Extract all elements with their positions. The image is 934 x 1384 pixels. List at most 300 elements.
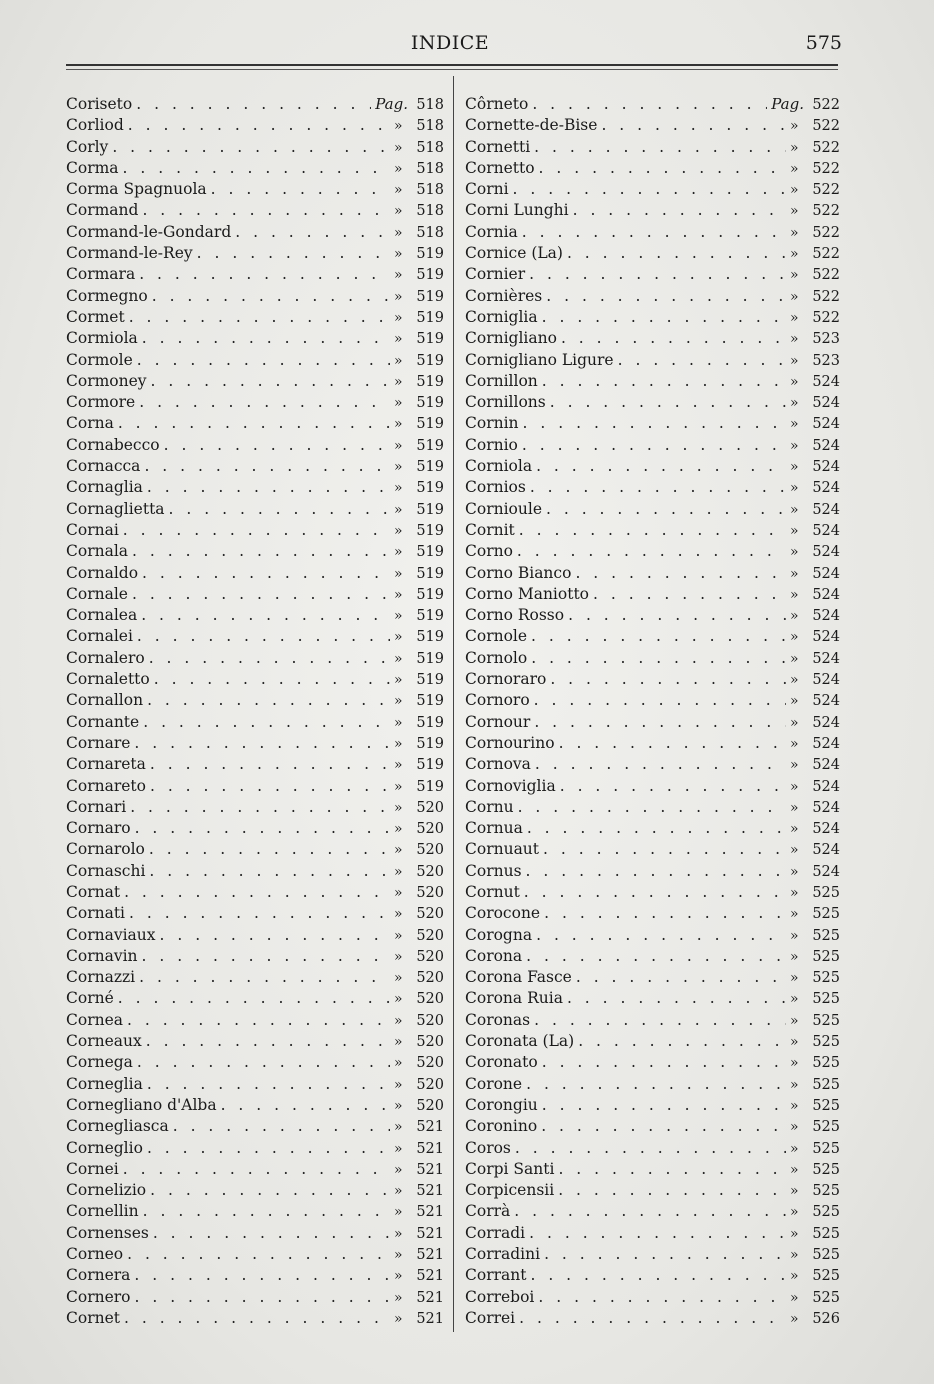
dot-leader: [517, 541, 786, 562]
entry-page-number: 519: [416, 352, 444, 369]
entry-name: Cornalea: [66, 606, 138, 625]
dot-leader: [542, 1095, 786, 1116]
entry-name: Cornala: [66, 542, 129, 561]
entry-name: Cormand-le-Gondard: [66, 222, 232, 241]
dot-leader: [132, 541, 390, 562]
entry-page-number: 522: [812, 309, 840, 326]
entry-name: Cornin: [465, 414, 519, 433]
index-entry: [66, 1159, 444, 1180]
entry-name: Cornetti: [465, 137, 531, 156]
page-mark: »: [790, 735, 799, 752]
entry-page-number: 521: [416, 1183, 444, 1200]
index-entry: [465, 690, 840, 711]
page-mark: »: [790, 1289, 799, 1306]
dot-leader: [568, 605, 786, 626]
page-header: [60, 30, 840, 60]
index-entry: [465, 733, 840, 754]
entry-name: Cornegliasca: [66, 1117, 169, 1136]
entry-page-number: 524: [812, 629, 840, 646]
page-mark: »: [394, 182, 403, 199]
dot-leader: [544, 903, 786, 924]
entry-name: Cornenses: [66, 1223, 149, 1242]
entry-page-number: 520: [416, 799, 444, 816]
entry-name: Cormand: [66, 201, 139, 220]
dot-leader: [150, 1180, 390, 1201]
index-entry: [465, 861, 840, 882]
dot-leader: [526, 946, 786, 967]
entry-name: Cornea: [66, 1010, 123, 1029]
entry-name: Corradini: [465, 1245, 541, 1264]
dot-leader: [142, 563, 390, 584]
page-mark: »: [394, 927, 403, 944]
dot-leader: [144, 456, 390, 477]
dot-leader: [160, 925, 390, 946]
entry-name: Corneo: [66, 1245, 124, 1264]
entry-page-number: 521: [416, 1119, 444, 1136]
index-entry: [465, 988, 840, 1009]
index-entry: [465, 1287, 840, 1308]
entry-page-number: 519: [416, 373, 444, 390]
dot-leader: [149, 839, 390, 860]
entry-page-number: 519: [416, 565, 444, 582]
entry-page-number: 520: [416, 884, 444, 901]
dot-leader: [524, 882, 786, 903]
entry-name: Coronato: [465, 1053, 538, 1072]
entry-page-number: 522: [812, 224, 840, 241]
dot-leader: [143, 1201, 390, 1222]
entry-page-number: 525: [812, 1055, 840, 1072]
entry-page-number: 524: [812, 565, 840, 582]
page-mark: »: [790, 821, 799, 838]
entry-name: Cornio: [465, 435, 518, 454]
index-entry: [66, 286, 444, 307]
entry-page-number: 524: [812, 522, 840, 539]
dot-leader: [173, 1116, 390, 1137]
index-entry: [66, 733, 444, 754]
entry-page-number: 519: [416, 288, 444, 305]
page-mark: »: [394, 714, 403, 731]
entry-page-number: 519: [416, 267, 444, 284]
index-entry: [66, 946, 444, 967]
index-entry: [465, 541, 840, 562]
entry-name: Corliod: [66, 116, 124, 135]
entry-page-number: 525: [812, 970, 840, 987]
dot-leader: [539, 158, 786, 179]
entry-page-number: 518: [416, 224, 444, 241]
index-entry: [66, 477, 444, 498]
page-mark: »: [394, 1076, 403, 1093]
page-mark: »: [394, 608, 403, 625]
entry-name: Cornareta: [66, 755, 146, 774]
entry-page-number: 524: [812, 799, 840, 816]
dot-leader: [153, 1223, 390, 1244]
entry-name: Cornoro: [465, 691, 530, 710]
index-entry: [66, 1287, 444, 1308]
page-mark: »: [790, 991, 799, 1008]
index-entry: [465, 1308, 840, 1329]
page-mark: »: [394, 224, 403, 241]
entry-name: Cornus: [465, 861, 522, 880]
index-entry: [465, 520, 840, 541]
entry-name: Corna: [66, 414, 114, 433]
page-mark: »: [394, 1247, 403, 1264]
entry-page-number: 525: [812, 1034, 840, 1051]
page-mark: »: [394, 459, 403, 476]
dot-leader: [534, 137, 786, 158]
entry-name: Cormiola: [66, 329, 138, 348]
dot-leader: [235, 222, 390, 243]
index-entry: [66, 839, 444, 860]
entry-page-number: 525: [812, 884, 840, 901]
page-mark: »: [790, 437, 799, 454]
index-entry: [465, 925, 840, 946]
entry-page-number: 525: [812, 1289, 840, 1306]
entry-page-number: 525: [812, 1012, 840, 1029]
dot-leader: [112, 137, 390, 158]
entry-page-number: 520: [416, 1034, 444, 1051]
page-mark: »: [790, 1140, 799, 1157]
page-mark: »: [790, 650, 799, 667]
page-mark: Pag.: [375, 95, 408, 113]
entry-page-number: 521: [416, 1268, 444, 1285]
index-entry: [66, 115, 444, 136]
page-mark: »: [790, 267, 799, 284]
entry-page-number: 525: [812, 1183, 840, 1200]
entry-page-number: 524: [812, 586, 840, 603]
index-entry: [465, 137, 840, 158]
entry-page-number: 519: [416, 522, 444, 539]
page-mark: »: [790, 693, 799, 710]
dot-leader: [211, 179, 390, 200]
index-entry: [465, 350, 840, 371]
dot-leader: [538, 1287, 786, 1308]
page-mark: »: [394, 1183, 403, 1200]
index-entry: [66, 371, 444, 392]
entry-page-number: 524: [812, 395, 840, 412]
entry-name: Corona Fasce: [465, 968, 572, 987]
entry-name: Cormegno: [66, 286, 148, 305]
dot-leader: [132, 584, 390, 605]
dot-leader: [526, 861, 786, 882]
entry-name: Cornua: [465, 819, 523, 838]
dot-leader: [541, 1116, 786, 1137]
page-mark: »: [790, 884, 799, 901]
dot-leader: [542, 371, 786, 392]
page-mark: »: [790, 1012, 799, 1029]
entry-page-number: 524: [812, 714, 840, 731]
index-entry: [465, 1031, 840, 1052]
page-mark: »: [394, 629, 403, 646]
entry-name: Corona Ruia: [465, 989, 563, 1008]
dot-leader: [519, 1308, 786, 1329]
dot-leader: [124, 882, 390, 903]
entry-page-number: 525: [812, 991, 840, 1008]
index-entry: [66, 1308, 444, 1329]
page-mark: »: [790, 906, 799, 923]
entry-name: Cornari: [66, 797, 127, 816]
dot-leader: [567, 243, 786, 264]
page-mark: »: [394, 288, 403, 305]
entry-page-number: 520: [416, 1055, 444, 1072]
page-mark: »: [394, 501, 403, 518]
entry-name: Cornale: [66, 584, 128, 603]
page-mark: »: [394, 480, 403, 497]
entry-page-number: 525: [812, 906, 840, 923]
entry-name: Corné: [66, 989, 114, 1008]
index-entry: [66, 392, 444, 413]
entry-name: Cornaviaux: [66, 925, 156, 944]
entry-name: Corpicensii: [465, 1181, 555, 1200]
entry-name: Cornoraro: [465, 670, 547, 689]
page-mark: »: [790, 1097, 799, 1114]
index-entry: [66, 1074, 444, 1095]
page-mark: »: [394, 1034, 403, 1051]
entry-name: Coros: [465, 1138, 511, 1157]
entry-page-number: 521: [416, 1247, 444, 1264]
page-mark: »: [790, 1183, 799, 1200]
entry-page-number: 525: [812, 1268, 840, 1285]
entry-name: Cornellin: [66, 1202, 139, 1221]
entry-page-number: 518: [416, 160, 444, 177]
dot-leader: [542, 307, 786, 328]
entry-name: Corni Lunghi: [465, 201, 569, 220]
entry-name: Corongiu: [465, 1095, 538, 1114]
page-mark: »: [790, 586, 799, 603]
entry-name: Côrneto: [465, 95, 529, 113]
entry-name: Cornolo: [465, 648, 528, 667]
dot-leader: [542, 1052, 786, 1073]
page-mark: »: [790, 480, 799, 497]
entry-name: Cornai: [66, 520, 119, 539]
page-mark: »: [394, 586, 403, 603]
dot-leader: [522, 435, 786, 456]
entry-name: Cornigliano: [465, 329, 557, 348]
entry-page-number: 522: [812, 139, 840, 156]
entry-page-number: 519: [416, 480, 444, 497]
entry-page-number: 519: [416, 331, 444, 348]
entry-page-number: 522: [812, 267, 840, 284]
dot-leader: [142, 946, 390, 967]
dot-leader: [526, 1074, 786, 1095]
entry-page-number: 520: [416, 863, 444, 880]
entry-name: Cornillon: [465, 371, 538, 390]
index-entry: [66, 626, 444, 647]
index-entry: [465, 1223, 840, 1244]
entry-name: Cornut: [465, 882, 520, 901]
dot-leader: [618, 350, 786, 371]
entry-page-number: 520: [416, 821, 444, 838]
entry-name: Cornourino: [465, 733, 555, 752]
entry-page-number: 519: [416, 437, 444, 454]
entry-name: Cornallon: [66, 691, 144, 710]
entry-name: Cornavin: [66, 946, 138, 965]
page-mark: »: [394, 884, 403, 901]
dot-leader: [137, 350, 390, 371]
entry-page-number: 519: [416, 778, 444, 795]
index-entry: [465, 307, 840, 328]
index-entry: [465, 200, 840, 221]
page-mark: »: [790, 224, 799, 241]
entry-page-number: 522: [812, 118, 840, 135]
index-entry: [465, 1159, 840, 1180]
entry-name: Cornaro: [66, 819, 131, 838]
index-entry: [66, 988, 444, 1009]
page-mark: »: [394, 309, 403, 326]
page-mark: »: [394, 352, 403, 369]
dot-leader: [544, 1244, 786, 1265]
page-mark: »: [790, 778, 799, 795]
index-entry: [66, 861, 444, 882]
entry-name: Cornei: [66, 1159, 119, 1178]
index-entry: [66, 200, 444, 221]
entry-page-number: 520: [416, 1076, 444, 1093]
index-entry: [66, 1180, 444, 1201]
index-entry: [465, 669, 840, 690]
dot-leader: [150, 776, 390, 797]
index-entry: [465, 371, 840, 392]
index-entry: [66, 1138, 444, 1159]
entry-page-number: 519: [416, 544, 444, 561]
entry-page-number: 521: [416, 1225, 444, 1242]
entry-name: Corrà: [465, 1202, 511, 1221]
index-entry: [465, 1116, 840, 1137]
dot-leader: [128, 115, 390, 136]
page-mark: »: [394, 331, 403, 348]
entry-page-number: 519: [416, 629, 444, 646]
index-entry: [465, 435, 840, 456]
index-entry: [465, 477, 840, 498]
index-entry: [66, 158, 444, 179]
dot-leader: [147, 690, 390, 711]
entry-page-number: 518: [416, 97, 444, 113]
dot-leader: [123, 1159, 390, 1180]
entry-page-number: 521: [416, 1140, 444, 1157]
index-entry: [465, 797, 840, 818]
dot-leader: [514, 1201, 786, 1222]
index-entry: [66, 1031, 444, 1052]
entry-page-number: 519: [416, 309, 444, 326]
page-mark: »: [394, 906, 403, 923]
dot-leader: [137, 1052, 390, 1073]
entry-page-number: 524: [812, 863, 840, 880]
entry-name: Cornegliano d'Alba: [66, 1095, 217, 1114]
index-entry: [465, 179, 840, 200]
entry-name: Correi: [465, 1308, 516, 1327]
index-entry: [465, 456, 840, 477]
entry-name: Cornera: [66, 1266, 131, 1285]
page-mark: »: [790, 416, 799, 433]
index-entry: [66, 967, 444, 988]
page-mark: »: [394, 693, 403, 710]
dot-leader: [130, 797, 390, 818]
index-entry: [66, 328, 444, 349]
index-entry: [66, 776, 444, 797]
entry-page-number: 519: [416, 735, 444, 752]
entry-name: Corradi: [465, 1223, 526, 1242]
dot-leader: [575, 563, 786, 584]
index-entry: [66, 1223, 444, 1244]
index-entry: [66, 1095, 444, 1116]
entry-page-number: 524: [812, 821, 840, 838]
entry-name: Cornante: [66, 712, 140, 731]
entry-name: Cornoviglia: [465, 776, 556, 795]
entry-name: Cormole: [66, 350, 133, 369]
dot-leader: [129, 307, 390, 328]
page-mark: »: [394, 246, 403, 263]
entry-name: Cornova: [465, 755, 531, 774]
page-mark: »: [394, 565, 403, 582]
index-entry: [66, 818, 444, 839]
dot-leader: [546, 286, 786, 307]
entry-page-number: 524: [812, 693, 840, 710]
index-entry: [465, 264, 840, 285]
entry-name: Cornigliano Ligure: [465, 350, 614, 369]
dot-leader: [134, 1265, 390, 1286]
page-mark: »: [790, 970, 799, 987]
index-entry: [465, 839, 840, 860]
page-mark: »: [790, 288, 799, 305]
entry-page-number: 519: [416, 650, 444, 667]
dot-leader: [150, 754, 390, 775]
page-mark: »: [394, 1161, 403, 1178]
index-entry: [66, 648, 444, 669]
index-entry: [465, 712, 840, 733]
page-mark: »: [394, 1310, 403, 1327]
index-entry: [465, 1010, 840, 1031]
dot-leader: [127, 1010, 390, 1031]
entry-page-number: 524: [812, 608, 840, 625]
index-entry: [465, 967, 840, 988]
dot-leader: [118, 413, 390, 434]
index-entry: [66, 1265, 444, 1286]
entry-name: Cornillons: [465, 393, 546, 412]
entry-name: Cornat: [66, 882, 121, 901]
entry-page-number: 518: [416, 118, 444, 135]
index-entry: [66, 797, 444, 818]
index-entry: [465, 1180, 840, 1201]
dot-leader: [142, 328, 390, 349]
entry-page-number: 524: [812, 650, 840, 667]
index-entry: [66, 882, 444, 903]
dot-leader: [534, 1010, 786, 1031]
page-mark: Pag.: [771, 95, 804, 113]
entry-page-number: 523: [812, 352, 840, 369]
dot-leader: [573, 200, 786, 221]
page-mark: »: [394, 437, 403, 454]
page-mark: »: [790, 565, 799, 582]
entry-name: Cornalei: [66, 627, 133, 646]
entry-name: Coriseto: [66, 95, 133, 113]
page-mark: »: [394, 650, 403, 667]
page-mark: »: [394, 842, 403, 859]
entry-page-number: 524: [812, 842, 840, 859]
index-entry: [465, 818, 840, 839]
entry-name: Corno Maniotto: [465, 584, 590, 603]
dot-leader: [529, 264, 786, 285]
entry-page-number: 525: [812, 1225, 840, 1242]
page-mark: »: [790, 118, 799, 135]
page-mark: »: [394, 544, 403, 561]
entry-name: Corniglia: [465, 307, 538, 326]
entry-name: Cornare: [66, 733, 131, 752]
entry-page-number: 521: [416, 1161, 444, 1178]
page-mark: »: [394, 373, 403, 390]
entry-page-number: 519: [416, 586, 444, 603]
entry-page-number: 520: [416, 906, 444, 923]
entry-page-number: 525: [812, 1140, 840, 1157]
index-entry: [66, 413, 444, 434]
entry-name: Coronas: [465, 1010, 531, 1029]
